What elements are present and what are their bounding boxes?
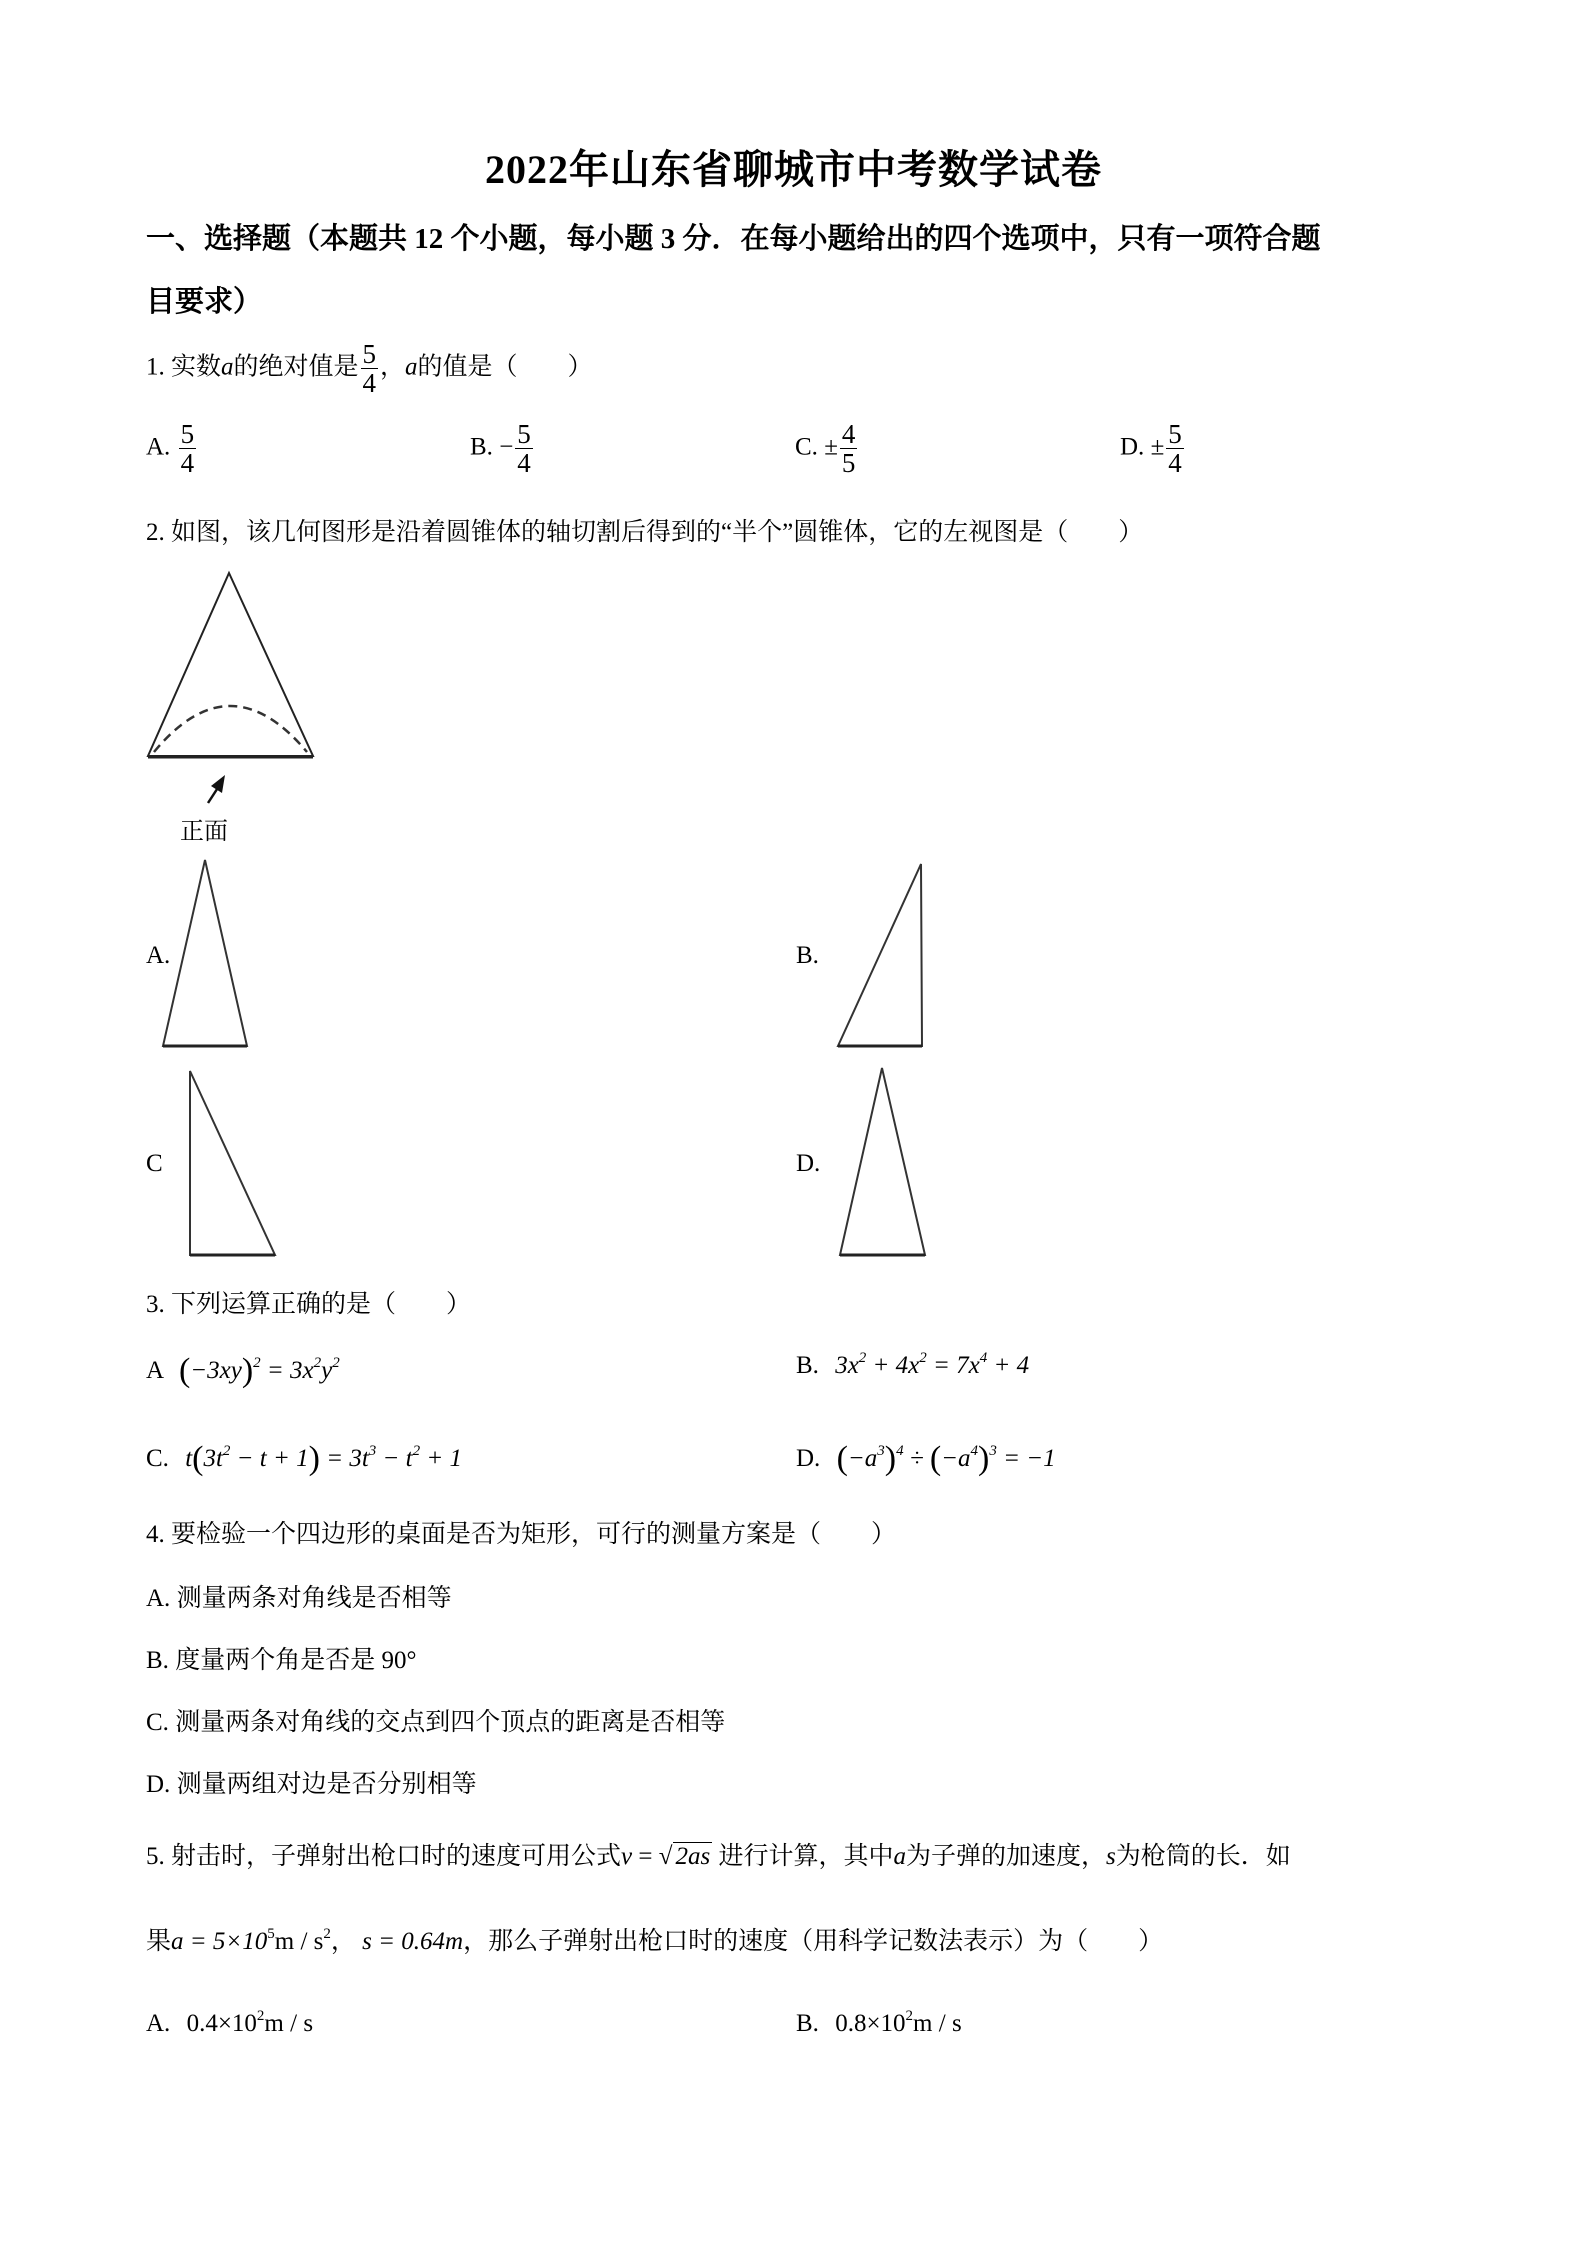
q4-option-b[interactable]: B. 度量两个角是否是 90° [146,1647,417,1674]
q2-option-c-label[interactable]: C [146,1150,163,1177]
question-2: 2. 如图，该几何图形是沿着圆锥体的轴切割后得到的“半个”圆锥体，它的左视图是（ ） [146,519,1144,546]
fraction: $\frac{4}{5}$ [841,419,856,479]
q4-option-c[interactable]: C. 测量两条对角线的交点到四个顶点的距离是否相等 [146,1709,726,1736]
question-5-line1: 5. 射击时，子弹射出枪口时的速度可用公式v = √ 2as 进行计算，其中a为子弹的加速度，s为枪筒的长．如 [146,1843,1291,1870]
q5-option-a[interactable]: A. $0.4\times 10^2m / s$ [146,2008,314,2037]
q1-option-a[interactable]: A. $\frac{5}{4}$ [146,419,195,479]
q2-option-a-label[interactable]: A. [146,942,171,969]
section-header-line2: 目要求） [146,286,263,318]
question-3: 3. 下列运算正确的是（ ） [146,1291,472,1318]
q2-option-d-label[interactable]: D. [796,1150,821,1177]
question-number: 4. [146,1521,165,1548]
question-number: 3. [146,1291,165,1318]
question-5-line2: 果$a = 5\times 10^5m / s^2$， s = 0.64m，那么子弹射出枪口时的速度（用科学记数法表示）为（ ） [146,1926,1164,1955]
q5-option-b[interactable]: B. $0.8\times 10^2m / s$ [796,2008,962,2037]
q2-option-b-label[interactable]: B. [796,942,819,969]
fraction: $\frac{5}{4}$ [517,419,531,479]
q1-option-b[interactable]: B. − $\frac{5}{4}$ [470,419,531,479]
question-number: 2. [146,519,165,546]
q4-option-d[interactable]: D. 测量两组对边是否分别相等 [146,1771,477,1798]
question-1: 1. 实数a的绝对值是 $\frac{5}{4}$ ，a的值是（ ） [146,339,593,399]
section-header-line1: 一、选择题（本题共 12 个小题，每小题 3 分．在每小题给出的四个选项中，只有一项符合题 [146,223,1321,255]
page-title: 2022年山东省聊城市中考数学试卷 [485,147,1102,192]
q1-option-d[interactable]: D. ± $\frac{5}{4}$ [1120,419,1182,479]
q3-option-d[interactable]: D. $(-a^3)^4 \div (-a^4)^3 = -1$ [796,1440,1056,1477]
question-number: 5. [146,1843,165,1870]
q3-option-c[interactable]: C. $t(3t^2 - t + 1) = 3t^3 - t^2 + 1$ [146,1440,462,1477]
fraction: $\frac{5}{4}$ [1168,419,1182,479]
q3-option-a[interactable]: A $(-3xy)^2 = 3x^2y^2$ [146,1352,340,1389]
q1-option-c[interactable]: C. ± $\frac{4}{5}$ [795,419,856,479]
fraction: $\frac{5}{4}$ [180,419,195,479]
figure-caption-front: 正面 [180,817,228,845]
question-number: 1. [146,353,165,381]
question-4: 4. 要检验一个四边形的桌面是否为矩形，可行的测量方案是（ ） [146,1521,897,1548]
fraction: $\frac{5}{4}$ [362,339,377,399]
q4-option-a[interactable]: A. 测量两条对角线是否相等 [146,1585,452,1612]
q3-option-b[interactable]: B. $3x^2 + 4x^2 = 7x^4 + 4$ [796,1350,1030,1379]
